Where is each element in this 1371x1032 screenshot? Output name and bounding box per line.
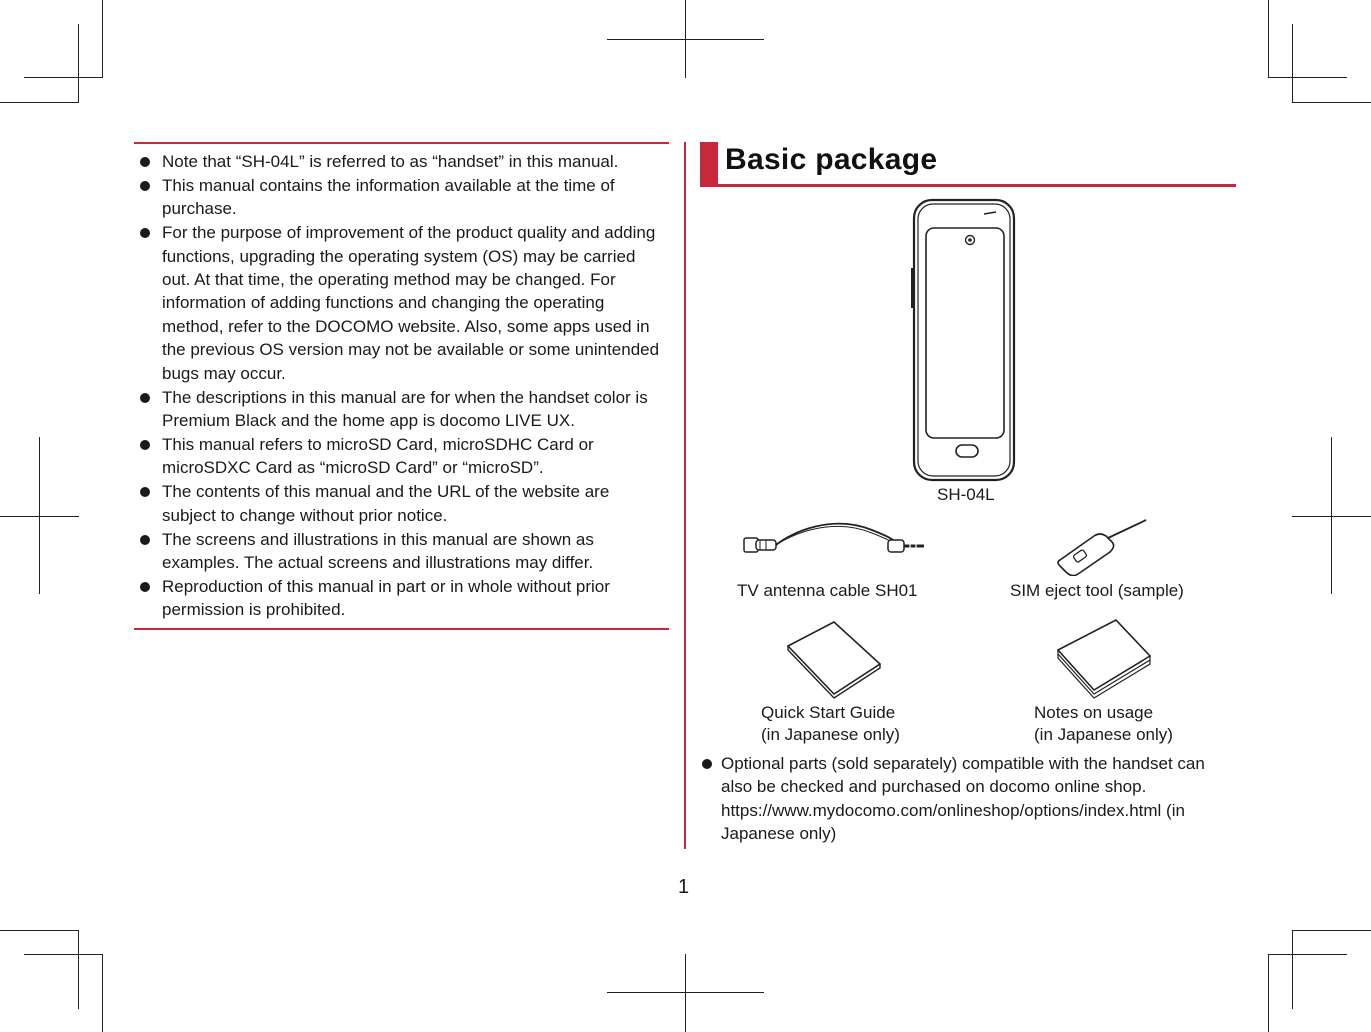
optional-parts-list <box>700 752 1236 846</box>
note-item: This manual refers to microSD Card, microSDHC Card or microSDXC Card as “microSD Card” or “microSD”. <box>134 433 669 480</box>
handset-illustration <box>908 198 1020 484</box>
note-item: The screens and illustrations in this manual are shown as examples. The actual screens and illustrations may differ. <box>134 528 669 575</box>
tv-antenna-cable-illustration <box>742 514 928 564</box>
note-item: This manual contains the information available at the time of purchase. <box>134 174 669 221</box>
tv-antenna-cable-caption: TV antenna cable SH01 <box>737 581 918 600</box>
note-item: The descriptions in this manual are for when the handset color is Premium Black and the home app is docomo LIVE UX. <box>134 386 669 433</box>
note-item: For the purpose of improvement of the product quality and adding functions, upgrading the operating system (OS) may be carried out. At that time, the operating method may be changed. For information of adding functions and changing the operating method, refer to the DOCOMO website. Also, some apps used in the previous OS version may not be available or some unintended bugs may occur. <box>134 221 669 385</box>
note-item: Note that “SH-04L” is referred to as “handset” in this manual. <box>134 150 669 173</box>
sim-eject-tool-illustration <box>1054 516 1150 576</box>
notes-section <box>134 142 669 630</box>
handset-caption: SH-04L <box>937 485 995 504</box>
notes-on-usage-illustration <box>1054 616 1154 702</box>
notes-on-usage-note: (in Japanese only) <box>1034 725 1173 744</box>
section-title: Basic package <box>725 143 938 176</box>
note-item: Reproduction of this manual in part or in whole without prior permission is prohibited. <box>134 575 669 622</box>
online-shop-url[interactable]: https://www.mydocomo.com/onlineshop/options/index.html (in Japanese only) <box>721 800 1185 844</box>
optional-parts-note <box>700 752 1236 846</box>
basic-package-section <box>700 142 1236 852</box>
heading-accent-bar <box>700 142 718 184</box>
quick-start-guide-title: Quick Start Guide <box>761 703 896 722</box>
page-number: 1 <box>678 876 690 898</box>
notes-on-usage-title: Notes on usage <box>1034 703 1154 722</box>
quick-start-guide-illustration <box>784 618 884 700</box>
optional-parts-item <box>700 752 1236 846</box>
column-divider <box>684 142 686 849</box>
quick-start-guide-note: (in Japanese only) <box>761 725 900 744</box>
notes-list <box>134 144 669 628</box>
quick-start-guide-caption <box>761 702 900 746</box>
bottom-rule <box>134 628 669 630</box>
optional-parts-text: Optional parts (sold separately) compatible with the handset can also be checked and purchased on docomo online shop. <box>721 754 1205 797</box>
sim-eject-tool-caption: SIM eject tool (sample) <box>1010 581 1184 600</box>
note-item: The contents of this manual and the URL of the website are subject to change without prior notice. <box>134 480 669 527</box>
section-heading <box>700 142 1236 187</box>
notes-on-usage-caption <box>1034 702 1173 746</box>
